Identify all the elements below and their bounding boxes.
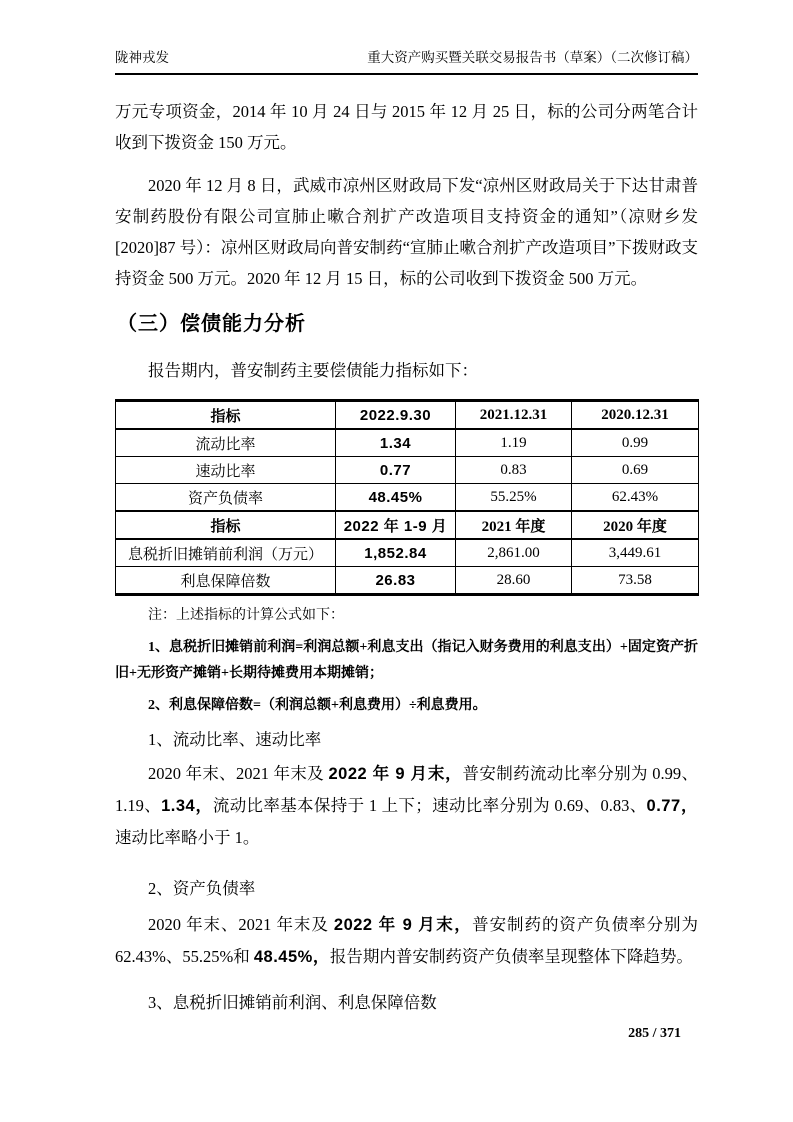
col-header-indicator: 指标 bbox=[116, 401, 336, 430]
header-company-name: 陇神戎发 bbox=[115, 50, 169, 65]
cell-value: 26.83 bbox=[336, 567, 456, 595]
table-row-debt-ratio bbox=[116, 484, 699, 512]
cell-value: 3,449.61 bbox=[572, 539, 699, 567]
cell-value: 73.58 bbox=[572, 567, 699, 595]
page-number: 285 / 371 bbox=[628, 1026, 681, 1041]
subsection-3-title: 3、息税折旧摊销前利润、利息保障倍数 bbox=[148, 993, 437, 1012]
cell-value: 0.77 bbox=[336, 457, 456, 484]
table-row-ebitda bbox=[116, 539, 699, 567]
table-row-current-ratio bbox=[116, 429, 699, 457]
paragraph-subsidy-500: 2020 年 12 月 8 日，武威市凉州区财政局下发“凉州区财政局关于下达甘肃普安制药股份有限公司宣肺止嗽合剂扩产改造项目支持资金的通知”（凉财乡发[2020]87 号）：凉州区财政局向普安制药“宣肺止嗽合剂扩产改造项目”下拨财政支持资金 500 万元。2020 年 12 月 15 日，标的公司收到下拨资金 500 万元。 bbox=[115, 176, 698, 288]
section-heading-solvency: （三）偿债能力分析 bbox=[117, 313, 306, 335]
col-header-2021-12-31: 2021.12.31 bbox=[456, 401, 572, 430]
col-header-2022-1-9: 2022 年 1-9 月 bbox=[336, 511, 456, 539]
cell-value: 2,861.00 bbox=[456, 539, 572, 567]
header-report-title: 重大资产购买暨关联交易报告书（草案）（二次修订稿） bbox=[367, 50, 698, 65]
subsection-2-paragraph: 2020 年末、2021 年末及 2022 年 9 月末，普安制药的资产负债率分别为 62.43%、55.25%和 48.45%，报告期内普安制药资产负债率呈现整体下降趋势。 bbox=[115, 915, 699, 966]
cell-value: 28.60 bbox=[456, 567, 572, 595]
row-label: 速动比率 bbox=[116, 457, 336, 484]
cell-value: 0.83 bbox=[456, 457, 572, 484]
col-header-2020-12-31: 2020.12.31 bbox=[572, 401, 699, 430]
subsection-1-title: 1、流动比率、速动比率 bbox=[148, 730, 322, 749]
cell-value: 62.43% bbox=[572, 484, 699, 512]
note-formula-ebitda: 1、息税折旧摊销前利润=利润总额+利息支出（指记入财务费用的利息支出）+固定资产折旧+无形资产摊销+长期待摊费用本期摊销； bbox=[115, 640, 698, 681]
cell-value: 55.25% bbox=[456, 484, 572, 512]
cell-value: 1,852.84 bbox=[336, 539, 456, 567]
table-row-interest-coverage bbox=[116, 567, 699, 595]
paragraph-subsidy-150: 万元专项资金，2014 年 10 月 24 日与 2015 年 12 月 25 日，标的公司分两笔合计收到下拨资金 150 万元。 bbox=[115, 102, 698, 152]
col-header-2021-year: 2021 年度 bbox=[456, 511, 572, 539]
subsection-1-paragraph: 2020 年末、2021 年末及 2022 年 9 月末，普安制药流动比率分别为 0.99、1.19、1.34，流动比率基本保持于 1 上下；速动比率分别为 0.69、0.83、0.77，速动比率略小于 1。 bbox=[115, 764, 699, 847]
col-header-indicator: 指标 bbox=[116, 511, 336, 539]
cell-value: 48.45% bbox=[336, 484, 456, 512]
solvency-indicators-table bbox=[115, 399, 699, 596]
subsection-2-title: 2、资产负债率 bbox=[148, 879, 256, 898]
cell-value: 1.19 bbox=[456, 429, 572, 457]
note-intro: 注：上述指标的计算公式如下： bbox=[148, 608, 344, 623]
row-label: 资产负债率 bbox=[116, 484, 336, 512]
row-label: 流动比率 bbox=[116, 429, 336, 457]
page-header bbox=[115, 48, 698, 75]
row-label: 利息保障倍数 bbox=[116, 567, 336, 595]
table-row-quick-ratio bbox=[116, 457, 699, 484]
table-header-row-balance bbox=[116, 401, 699, 430]
col-header-2020-year: 2020 年度 bbox=[572, 511, 699, 539]
cell-value: 1.34 bbox=[336, 429, 456, 457]
note-formula-interest-coverage: 2、利息保障倍数=（利润总额+利息费用）÷利息费用。 bbox=[148, 698, 487, 713]
cell-value: 0.99 bbox=[572, 429, 699, 457]
cell-value: 0.69 bbox=[572, 457, 699, 484]
table-notes bbox=[115, 603, 698, 719]
col-header-2022-9-30: 2022.9.30 bbox=[336, 401, 456, 430]
table-header-row-period bbox=[116, 511, 699, 539]
row-label: 息税折旧摊销前利润（万元） bbox=[116, 539, 336, 567]
table-intro: 报告期内，普安制药主要偿债能力指标如下： bbox=[148, 361, 478, 380]
